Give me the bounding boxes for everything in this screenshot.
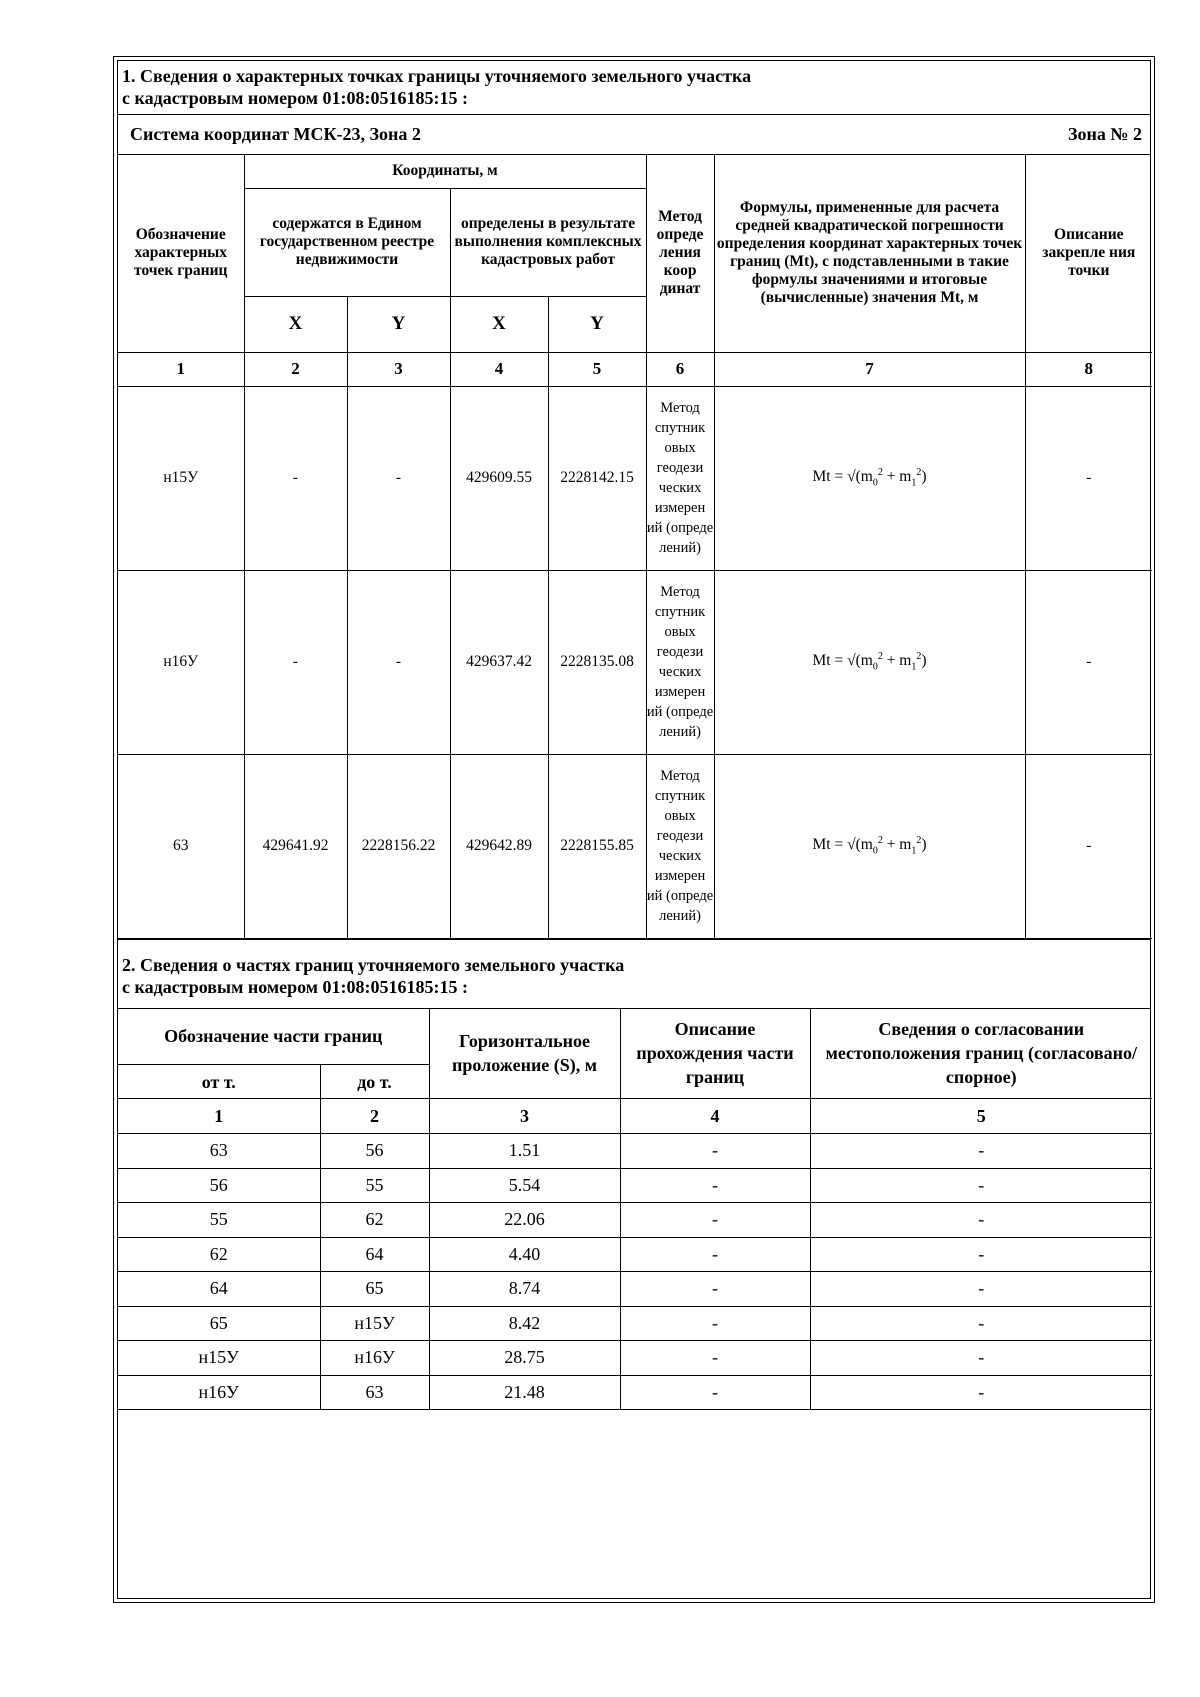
length-value: 5.54 [429,1168,620,1203]
col-number: 4 [620,1099,810,1134]
agreement: - [810,1237,1152,1272]
point-name: н16У [118,570,244,754]
length-value: 8.42 [429,1306,620,1341]
length-value: 28.75 [429,1341,620,1376]
part-description: - [620,1203,810,1238]
table-row [118,1168,1152,1203]
formula-mid: + m [882,652,912,670]
formula-suffix: ) [921,468,927,486]
section1-title-line1: 1. Сведения о характерных точках границы уточняемого земельного участка [122,66,752,86]
col-number: 6 [646,352,714,386]
point-description: - [1025,754,1152,938]
from-point: 55 [118,1203,320,1238]
header-coordinates: Координаты, м [244,155,646,188]
from-point: 64 [118,1272,320,1307]
part-description: - [620,1341,810,1376]
from-point: 63 [118,1134,320,1169]
table-row [118,570,1152,754]
col-number: 5 [810,1099,1152,1134]
header-from: от т. [118,1065,320,1099]
from-point: 56 [118,1168,320,1203]
formula [714,570,1025,754]
col-number: 7 [714,352,1025,386]
section2-title-line1: 2. Сведения о частях границ уточняемого земельного участка [122,954,625,975]
to-point: 56 [320,1134,429,1169]
agreement: - [810,1134,1152,1169]
points-table [118,155,1152,939]
header-egrn-x: X [244,296,347,352]
table-row [118,1237,1152,1272]
from-point: 65 [118,1306,320,1341]
formula-sup: 2 [916,835,922,847]
col-number: 1 [118,352,244,386]
egrn-y: 2228156.22 [347,754,450,938]
table-row [118,386,1152,570]
part-description: - [620,1306,810,1341]
agreement: - [810,1203,1152,1238]
to-point: 55 [320,1168,429,1203]
col-number: 2 [320,1099,429,1134]
agreement: - [810,1272,1152,1307]
to-point: 62 [320,1203,429,1238]
length-value: 22.06 [429,1203,620,1238]
header-description: Описание закрепле ния точки [1025,155,1152,352]
to-point: н16У [320,1341,429,1376]
formula-sub: 0 [872,477,878,489]
agreement: - [810,1341,1152,1376]
formula-prefix: Mt = √(m [812,652,873,670]
from-point: 62 [118,1237,320,1272]
table-row [118,1306,1152,1341]
section1-title [118,61,1150,115]
part-description: - [620,1237,810,1272]
agreement: - [810,1306,1152,1341]
header-method: Метод опреде ления коор динат [646,155,714,352]
formula-mid: + m [882,836,912,854]
header-egrn-y: Y [347,296,450,352]
section1-title-line2: с кадастровым номером 01:08:0516185:15 : [122,88,469,108]
col-number: 2 [244,352,347,386]
table-row [118,1272,1152,1307]
formula-sub: 1 [911,661,917,673]
det-y: 2228142.15 [548,386,646,570]
col-number: 5 [548,352,646,386]
part-description: - [620,1375,810,1410]
formula-prefix: Mt = √(m [812,468,873,486]
col-number: 3 [347,352,450,386]
point-name: н15У [118,386,244,570]
table-row [118,1203,1152,1238]
header-agreement: Сведения о согласовании местоположения границ (согласовано/спорное) [810,1009,1152,1099]
egrn-x: - [244,570,347,754]
header-det-y: Y [548,296,646,352]
table-row [118,754,1152,938]
formula [714,754,1025,938]
length-value: 4.40 [429,1237,620,1272]
section2-title-line2: с кадастровым номером 01:08:0516185:15 : [122,976,469,997]
point-name: 63 [118,754,244,938]
formula-suffix: ) [921,652,927,670]
egrn-y: - [347,386,450,570]
det-x: 429642.89 [450,754,548,938]
coordinate-system-row [118,115,1150,155]
formula-sup: 2 [916,651,922,663]
formula-sup: 2 [877,835,883,847]
to-point: 65 [320,1272,429,1307]
section2-title [118,939,1150,1009]
formula-mid: + m [882,468,912,486]
formula-sub: 1 [911,477,917,489]
from-point: н16У [118,1375,320,1410]
formula-sub: 0 [872,845,878,857]
from-point: н15У [118,1341,320,1376]
header-part-description: Описание прохождения части границ [620,1009,810,1099]
table-row [118,1375,1152,1410]
col-number: 1 [118,1099,320,1134]
length-value: 1.51 [429,1134,620,1169]
formula-sup: 2 [877,651,883,663]
formula-sub: 0 [872,661,878,673]
parts-table [118,1009,1152,1411]
point-description: - [1025,570,1152,754]
formula [714,386,1025,570]
formula-sup: 2 [877,467,883,479]
to-point: 64 [320,1237,429,1272]
length-value: 21.48 [429,1375,620,1410]
col-number: 4 [450,352,548,386]
formula-sub: 1 [911,845,917,857]
method: Метод спутник овых геодези ческих измерен ий (опреде лений) [646,570,714,754]
det-x: 429609.55 [450,386,548,570]
to-point: 63 [320,1375,429,1410]
formula-sup: 2 [916,467,922,479]
part-description: - [620,1168,810,1203]
header-det-x: X [450,296,548,352]
header-length: Горизонтальное проложение (S), м [429,1009,620,1099]
method: Метод спутник овых геодези ческих измерен ий (опреде лений) [646,386,714,570]
zone-label: Зона № 2 [1068,124,1142,144]
formula-suffix: ) [921,836,927,854]
col-number: 3 [429,1099,620,1134]
egrn-y: - [347,570,450,754]
part-description: - [620,1134,810,1169]
to-point: н15У [320,1306,429,1341]
det-y: 2228155.85 [548,754,646,938]
header-to: до т. [320,1065,429,1099]
egrn-x: - [244,386,347,570]
page-frame [117,60,1151,1599]
table-row [118,1134,1152,1169]
coordinate-system: Система координат МСК-23, Зона 2 [130,124,421,144]
header-egrn: содержатся в Едином государственном реестре недвижимости [244,188,450,296]
header-determined: определены в результате выполнения комплексных кадастровых работ [450,188,646,296]
formula-prefix: Mt = √(m [812,836,873,854]
point-description: - [1025,386,1152,570]
part-description: - [620,1272,810,1307]
col-number: 8 [1025,352,1152,386]
length-value: 8.74 [429,1272,620,1307]
method: Метод спутник овых геодези ческих измерен ий (опреде лений) [646,754,714,938]
header-part: Обозначение части границ [118,1009,429,1065]
egrn-x: 429641.92 [244,754,347,938]
table-row [118,1341,1152,1376]
det-x: 429637.42 [450,570,548,754]
header-formula: Формулы, примененные для расчета средней квадратической погрешности определения координат характерных точек границ (Mt), с подставленными в такие формулы значениями и итоговые (вычисленные) значения Mt, м [714,155,1025,352]
agreement: - [810,1375,1152,1410]
header-designation: Обозначение характерных точек границ [118,155,244,352]
det-y: 2228135.08 [548,570,646,754]
agreement: - [810,1168,1152,1203]
